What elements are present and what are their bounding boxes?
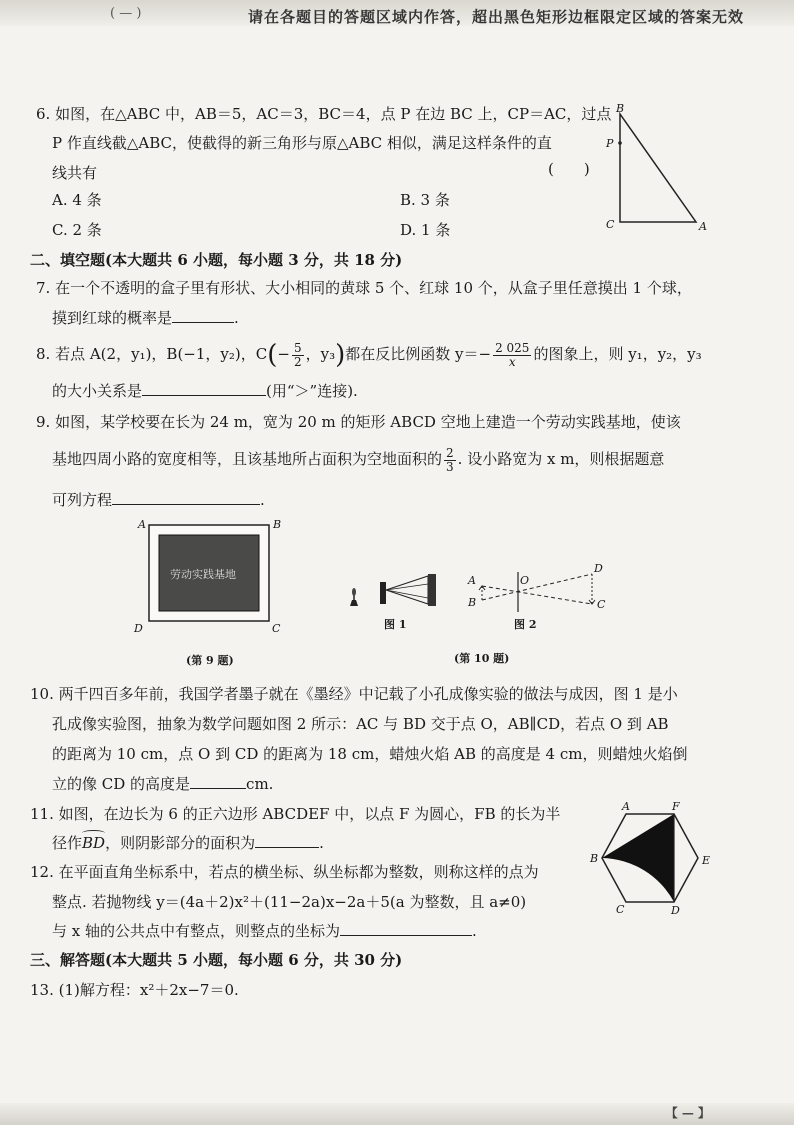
q11-label-b: B xyxy=(590,852,599,865)
q9-line3-text: 可列方程 xyxy=(52,491,113,509)
section2-heading: 二、填空题(本大题共 6 小题，每小题 3 分，共 18 分) xyxy=(30,251,403,269)
q11-period: . xyxy=(319,834,324,852)
q9-line1: 9. 如图，某学校要在长为 24 m，宽为 20 m 的矩形 ABCD 空地上建造一个劳动实践基地，使该 xyxy=(36,413,681,431)
q10-label-d: D xyxy=(594,562,603,575)
q11-label-e: E xyxy=(702,854,711,867)
q8-answer-blank[interactable] xyxy=(142,381,266,396)
q11-hexagon-figure xyxy=(594,808,704,908)
header-notice: 请在各题目的答题区域内作答，超出黑色矩形边框限定区域的答案无效 xyxy=(248,8,745,26)
q9-label-c: C xyxy=(272,622,281,635)
q10-line1: 10. 两千四百多年前，我国学者墨子就在《墨经》中记载了小孔成像实验的做法与成因，图 1 是小 xyxy=(30,685,678,703)
q11-line2 xyxy=(52,833,324,853)
q11-label-c: C xyxy=(616,903,625,916)
q7-period: . xyxy=(234,309,239,327)
q10-pinhole-experiment-figure xyxy=(344,572,448,612)
q10-label-o: O xyxy=(520,574,530,587)
header-left-text: ( — ) xyxy=(110,6,142,21)
q10-label-c: C xyxy=(597,598,606,611)
q11-line2-rest: ，则阴影部分的面积为 xyxy=(105,834,256,852)
q6-option-b: B. 3 条 xyxy=(400,191,450,209)
q8-part1: 8. 若点 A(2，y₁)，B(−1，y₂)，C xyxy=(36,345,268,363)
q12-period: . xyxy=(472,922,477,940)
q11-arc-bd: BD xyxy=(82,833,105,853)
section3-heading: 三、解答题(本大题共 5 小题，每小题 6 分，共 30 分) xyxy=(30,951,403,969)
q10-line3: 的距离为 10 cm，点 O 到 CD 的距离为 18 cm，蜡烛火焰 AB 的高度是 4 cm，则蜡烛火焰倒 xyxy=(52,745,688,763)
q7-answer-blank[interactable] xyxy=(172,308,234,323)
q9-base-label: 劳动实践基地 xyxy=(170,568,236,581)
q8-line2-text: 的大小关系是 xyxy=(52,382,143,400)
q6-option-c: C. 2 条 xyxy=(52,221,102,239)
q10-similar-triangles-figure xyxy=(474,566,606,616)
q8-part3: 都在反比例函数 y＝− xyxy=(345,345,492,363)
q6-label-p: P xyxy=(606,137,614,150)
q6-line2: P 作直线截△ABC，使截得的新三角形与原△ABC 相似，满足这样条件的直 xyxy=(52,134,552,152)
q12-line3 xyxy=(52,921,477,941)
header-strip xyxy=(0,0,794,26)
q12-line3-text: 与 x 轴的公共点中有整点，则整点的坐标为 xyxy=(52,922,340,940)
q9-answer-blank[interactable] xyxy=(112,490,260,505)
q6-line3: 线共有 xyxy=(52,164,98,182)
q6-label-b: B xyxy=(616,102,625,115)
footer-code: 【 — 】 xyxy=(665,1106,710,1120)
q10-label-b: B xyxy=(468,596,477,609)
q10-caption: (第 10 题) xyxy=(454,652,510,665)
q11-line2-text: 径作 xyxy=(52,834,83,852)
q11-label-f: F xyxy=(672,800,680,813)
q9-fraction: $\frac{2}{3}$ xyxy=(446,445,454,474)
q10-fig1-label: 图 1 xyxy=(384,618,407,631)
q12-line1: 12. 在平面直角坐标系中，若点的横坐标、纵坐标都为整数，则称这样的点为 xyxy=(30,863,539,881)
q6-label-a: A xyxy=(699,220,707,233)
q7-text: 摸到红球的概率是 xyxy=(52,309,173,327)
q9-label-d: D xyxy=(134,622,143,635)
q9-caption: (第 9 题) xyxy=(186,654,234,667)
q12-answer-blank[interactable] xyxy=(340,921,472,936)
q6-triangle-figure xyxy=(598,100,718,240)
q13-part1: 13. (1)解方程：x²＋2x−7＝0. xyxy=(30,981,239,999)
q10-fig2-label: 图 2 xyxy=(514,618,537,631)
q9-label-a: A xyxy=(138,518,146,531)
q8-fraction-c: $\frac{5}{2}$ xyxy=(293,340,302,369)
q8-line2 xyxy=(52,381,358,401)
q8-part4: 的图象上，则 y₁，y₂，y₃ xyxy=(533,345,702,363)
q8-line1: 8. 若点 A(2，y₁)，B(−1，y₂)，C(− $\frac{5}{2}$ ，y₃)都在反比例函数 y＝− $\frac{2 025}{x}$ 的图象上，则 y₁，y₂，y₃ xyxy=(36,340,702,370)
q10-line4-text: 立的像 CD 的高度是 xyxy=(52,775,191,793)
q9-line3 xyxy=(52,490,265,510)
q6-line1: 6. 如图，在△ABC 中，AB＝5，AC＝3，BC＝4，点 P 在边 BC 上，CP＝AC，过点 xyxy=(36,105,612,123)
q8-part2: ，y₃ xyxy=(305,345,336,363)
q10-answer-blank[interactable] xyxy=(190,774,246,789)
q9-period: . xyxy=(260,491,265,509)
q11-answer-blank[interactable] xyxy=(255,833,319,848)
q7-line1: 7. 在一个不透明的盒子里有形状、大小相同的黄球 5 个、红球 10 个，从盒子里任意摸出 1 个球， xyxy=(36,279,692,297)
q10-label-a: A xyxy=(468,574,476,587)
q10-line4 xyxy=(52,774,273,794)
q6-option-a: A. 4 条 xyxy=(52,191,102,209)
q11-label-a: A xyxy=(622,800,630,813)
footer-strip xyxy=(0,1103,794,1125)
q9-line2-rest: . 设小路宽为 x m，则根据题意 xyxy=(457,450,665,468)
q8-line2-note: (用“＞”连接). xyxy=(266,382,358,400)
q11-line1: 11. 如图，在边长为 6 的正六边形 ABCDEF 中，以点 F 为圆心，FB 的长为半 xyxy=(30,805,561,823)
q9-line2 xyxy=(52,445,664,474)
q11-label-d: D xyxy=(671,904,680,917)
q6-option-d: D. 1 条 xyxy=(400,221,451,239)
q7-line2 xyxy=(52,308,239,328)
q9-label-b: B xyxy=(273,518,282,531)
q8-fraction-k: $\frac{2 025}{x}$ xyxy=(495,340,530,369)
q6-answer-paren: ( ) xyxy=(548,160,590,178)
q12-line2: 整点. 若抛物线 y＝(4a＋2)x²＋(11−2a)x−2a＋5(a 为整数，且 a≠0) xyxy=(52,893,527,911)
q10-unit: cm. xyxy=(246,775,274,793)
q10-line2: 孔成像实验图，抽象为数学问题如图 2 所示：AC 与 BD 交于点 O，AB∥CD，若点 O 到 AB xyxy=(52,715,669,733)
q6-label-c: C xyxy=(606,218,615,231)
q9-line2-text: 基地四周小路的宽度相等，且该基地所占面积为空地面积的 xyxy=(52,450,443,468)
